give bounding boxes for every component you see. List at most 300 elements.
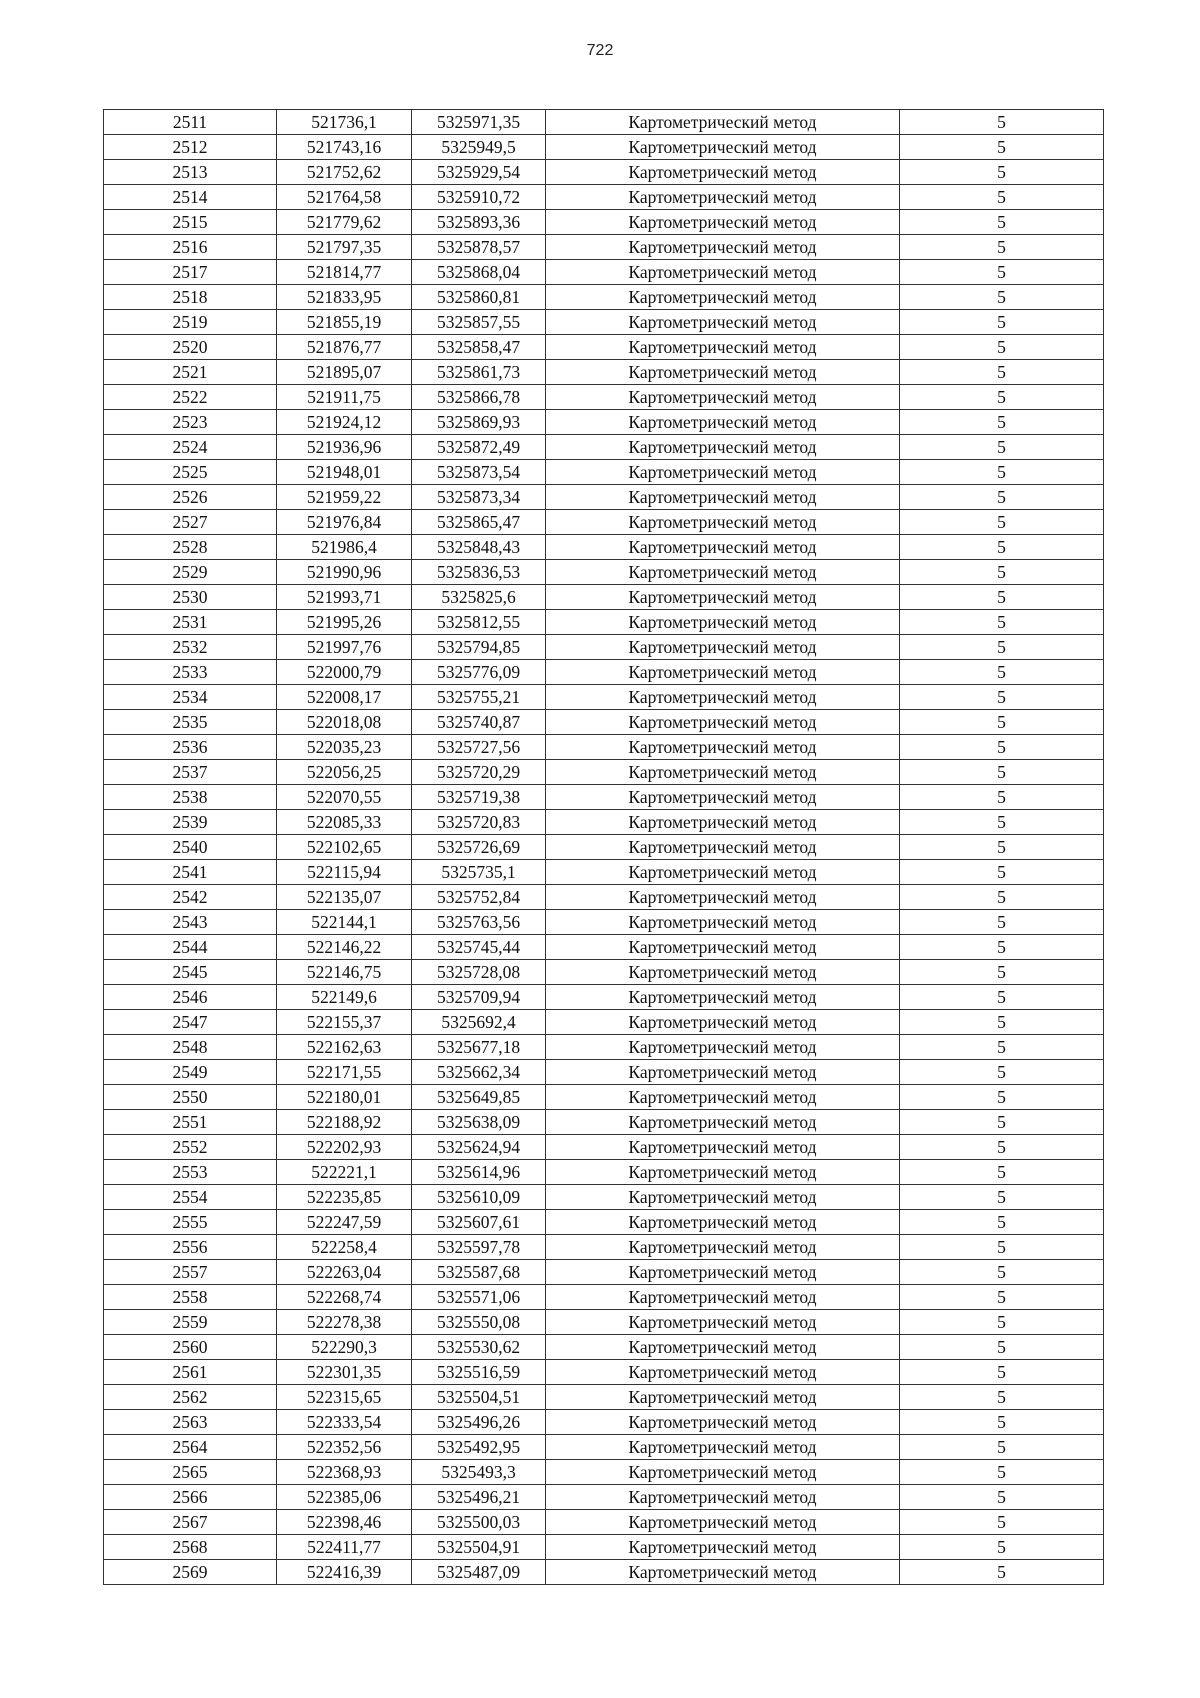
table-row (104, 1135, 1104, 1160)
method-cell: Картометрический метод (546, 135, 900, 160)
table-row (104, 885, 1104, 910)
y-coordinate-cell: 5325910,72 (412, 185, 546, 210)
table-row (104, 435, 1104, 460)
y-coordinate-cell: 5325869,93 (412, 410, 546, 435)
accuracy-cell: 5 (900, 1385, 1104, 1410)
x-coordinate-cell: 521764,58 (277, 185, 412, 210)
accuracy-cell: 5 (900, 1185, 1104, 1210)
point-number-cell: 2564 (104, 1435, 277, 1460)
y-coordinate-cell: 5325866,78 (412, 385, 546, 410)
table-row (104, 1160, 1104, 1185)
table-row (104, 1510, 1104, 1535)
table-row (104, 1460, 1104, 1485)
y-coordinate-cell: 5325745,44 (412, 935, 546, 960)
table-row (104, 685, 1104, 710)
accuracy-cell: 5 (900, 1060, 1104, 1085)
method-cell: Картометрический метод (546, 460, 900, 485)
y-coordinate-cell: 5325763,56 (412, 910, 546, 935)
method-cell: Картометрический метод (546, 1460, 900, 1485)
method-cell: Картометрический метод (546, 735, 900, 760)
point-number-cell: 2537 (104, 760, 277, 785)
x-coordinate-cell: 522000,79 (277, 660, 412, 685)
y-coordinate-cell: 5325740,87 (412, 710, 546, 735)
x-coordinate-cell: 521993,71 (277, 585, 412, 610)
method-cell: Картометрический метод (546, 935, 900, 960)
y-coordinate-cell: 5325929,54 (412, 160, 546, 185)
x-coordinate-cell: 521743,16 (277, 135, 412, 160)
x-coordinate-cell: 522290,3 (277, 1335, 412, 1360)
y-coordinate-cell: 5325492,95 (412, 1435, 546, 1460)
table-row (104, 910, 1104, 935)
accuracy-cell: 5 (900, 210, 1104, 235)
accuracy-cell: 5 (900, 1485, 1104, 1510)
accuracy-cell: 5 (900, 585, 1104, 610)
x-coordinate-cell: 522146,22 (277, 935, 412, 960)
point-number-cell: 2548 (104, 1035, 277, 1060)
method-cell: Картометрический метод (546, 910, 900, 935)
y-coordinate-cell: 5325587,68 (412, 1260, 546, 1285)
x-coordinate-cell: 521976,84 (277, 510, 412, 535)
table-row (104, 1235, 1104, 1260)
y-coordinate-cell: 5325836,53 (412, 560, 546, 585)
x-coordinate-cell: 522149,6 (277, 985, 412, 1010)
point-number-cell: 2550 (104, 1085, 277, 1110)
x-coordinate-cell: 522035,23 (277, 735, 412, 760)
table-row (104, 660, 1104, 685)
accuracy-cell: 5 (900, 385, 1104, 410)
point-number-cell: 2568 (104, 1535, 277, 1560)
y-coordinate-cell: 5325550,08 (412, 1310, 546, 1335)
y-coordinate-cell: 5325794,85 (412, 635, 546, 660)
point-number-cell: 2549 (104, 1060, 277, 1085)
accuracy-cell: 5 (900, 410, 1104, 435)
y-coordinate-cell: 5325865,47 (412, 510, 546, 535)
accuracy-cell: 5 (900, 735, 1104, 760)
x-coordinate-cell: 522188,92 (277, 1110, 412, 1135)
x-coordinate-cell: 522221,1 (277, 1160, 412, 1185)
y-coordinate-cell: 5325868,04 (412, 260, 546, 285)
x-coordinate-cell: 522268,74 (277, 1285, 412, 1310)
x-coordinate-cell: 521895,07 (277, 360, 412, 385)
y-coordinate-cell: 5325719,38 (412, 785, 546, 810)
page-number: 722 (586, 42, 614, 59)
y-coordinate-cell: 5325848,43 (412, 535, 546, 560)
y-coordinate-cell: 5325614,96 (412, 1160, 546, 1185)
y-coordinate-cell: 5325571,06 (412, 1285, 546, 1310)
x-coordinate-cell: 521995,26 (277, 610, 412, 635)
point-number-cell: 2530 (104, 585, 277, 610)
method-cell: Картометрический метод (546, 1260, 900, 1285)
x-coordinate-cell: 521779,62 (277, 210, 412, 235)
method-cell: Картометрический метод (546, 710, 900, 735)
x-coordinate-cell: 522258,4 (277, 1235, 412, 1260)
table-row (104, 385, 1104, 410)
point-number-cell: 2569 (104, 1560, 277, 1585)
accuracy-cell: 5 (900, 860, 1104, 885)
point-number-cell: 2527 (104, 510, 277, 535)
method-cell: Картометрический метод (546, 510, 900, 535)
method-cell: Картометрический метод (546, 1135, 900, 1160)
accuracy-cell: 5 (900, 1435, 1104, 1460)
method-cell: Картометрический метод (546, 1010, 900, 1035)
table-row (104, 1010, 1104, 1035)
method-cell: Картометрический метод (546, 235, 900, 260)
y-coordinate-cell: 5325496,26 (412, 1410, 546, 1435)
accuracy-cell: 5 (900, 185, 1104, 210)
point-number-cell: 2566 (104, 1485, 277, 1510)
y-coordinate-cell: 5325755,21 (412, 685, 546, 710)
y-coordinate-cell: 5325720,83 (412, 810, 546, 835)
table-row (104, 635, 1104, 660)
table-row (104, 410, 1104, 435)
point-number-cell: 2529 (104, 560, 277, 585)
point-number-cell: 2541 (104, 860, 277, 885)
y-coordinate-cell: 5325597,78 (412, 1235, 546, 1260)
x-coordinate-cell: 521986,4 (277, 535, 412, 560)
x-coordinate-cell: 522162,63 (277, 1035, 412, 1060)
coordinates-table-body (104, 110, 1104, 1585)
point-number-cell: 2533 (104, 660, 277, 685)
accuracy-cell: 5 (900, 160, 1104, 185)
method-cell: Картометрический метод (546, 260, 900, 285)
x-coordinate-cell: 522263,04 (277, 1260, 412, 1285)
method-cell: Картометрический метод (546, 1185, 900, 1210)
table-row (104, 1385, 1104, 1410)
method-cell: Картометрический метод (546, 1535, 900, 1560)
table-row (104, 1310, 1104, 1335)
method-cell: Картометрический метод (546, 1235, 900, 1260)
method-cell: Картометрический метод (546, 1435, 900, 1460)
accuracy-cell: 5 (900, 310, 1104, 335)
point-number-cell: 2545 (104, 960, 277, 985)
point-number-cell: 2512 (104, 135, 277, 160)
method-cell: Картометрический метод (546, 1560, 900, 1585)
point-number-cell: 2543 (104, 910, 277, 935)
method-cell: Картометрический метод (546, 860, 900, 885)
point-number-cell: 2546 (104, 985, 277, 1010)
point-number-cell: 2555 (104, 1210, 277, 1235)
y-coordinate-cell: 5325872,49 (412, 435, 546, 460)
accuracy-cell: 5 (900, 760, 1104, 785)
x-coordinate-cell: 521990,96 (277, 560, 412, 585)
table-row (104, 1260, 1104, 1285)
method-cell: Картометрический метод (546, 1360, 900, 1385)
accuracy-cell: 5 (900, 510, 1104, 535)
point-number-cell: 2540 (104, 835, 277, 860)
point-number-cell: 2557 (104, 1260, 277, 1285)
table-row (104, 535, 1104, 560)
accuracy-cell: 5 (900, 710, 1104, 735)
table-row (104, 460, 1104, 485)
x-coordinate-cell: 521997,76 (277, 635, 412, 660)
y-coordinate-cell: 5325735,1 (412, 860, 546, 885)
table-row (104, 560, 1104, 585)
y-coordinate-cell: 5325825,6 (412, 585, 546, 610)
y-coordinate-cell: 5325812,55 (412, 610, 546, 635)
x-coordinate-cell: 522155,37 (277, 1010, 412, 1035)
y-coordinate-cell: 5325607,61 (412, 1210, 546, 1235)
method-cell: Картометрический метод (546, 810, 900, 835)
table-row (104, 610, 1104, 635)
x-coordinate-cell: 521752,62 (277, 160, 412, 185)
y-coordinate-cell: 5325873,34 (412, 485, 546, 510)
x-coordinate-cell: 522416,39 (277, 1560, 412, 1585)
x-coordinate-cell: 521797,35 (277, 235, 412, 260)
x-coordinate-cell: 522352,56 (277, 1435, 412, 1460)
x-coordinate-cell: 522368,93 (277, 1460, 412, 1485)
table-row (104, 1085, 1104, 1110)
point-number-cell: 2522 (104, 385, 277, 410)
point-number-cell: 2558 (104, 1285, 277, 1310)
method-cell: Картометрический метод (546, 535, 900, 560)
accuracy-cell: 5 (900, 435, 1104, 460)
accuracy-cell: 5 (900, 1535, 1104, 1560)
y-coordinate-cell: 5325504,51 (412, 1385, 546, 1410)
accuracy-cell: 5 (900, 910, 1104, 935)
x-coordinate-cell: 522115,94 (277, 860, 412, 885)
table-row (104, 210, 1104, 235)
accuracy-cell: 5 (900, 1560, 1104, 1585)
table-row (104, 185, 1104, 210)
point-number-cell: 2520 (104, 335, 277, 360)
y-coordinate-cell: 5325504,91 (412, 1535, 546, 1560)
method-cell: Картометрический метод (546, 435, 900, 460)
x-coordinate-cell: 521959,22 (277, 485, 412, 510)
table-row (104, 235, 1104, 260)
table-row (104, 860, 1104, 885)
method-cell: Картометрический метод (546, 1335, 900, 1360)
y-coordinate-cell: 5325860,81 (412, 285, 546, 310)
table-row (104, 485, 1104, 510)
accuracy-cell: 5 (900, 885, 1104, 910)
x-coordinate-cell: 522171,55 (277, 1060, 412, 1085)
y-coordinate-cell: 5325873,54 (412, 460, 546, 485)
y-coordinate-cell: 5325728,08 (412, 960, 546, 985)
y-coordinate-cell: 5325500,03 (412, 1510, 546, 1535)
method-cell: Картометрический метод (546, 760, 900, 785)
accuracy-cell: 5 (900, 110, 1104, 135)
y-coordinate-cell: 5325649,85 (412, 1085, 546, 1110)
table-row (104, 135, 1104, 160)
method-cell: Картометрический метод (546, 285, 900, 310)
x-coordinate-cell: 522070,55 (277, 785, 412, 810)
method-cell: Картометрический метод (546, 1210, 900, 1235)
method-cell: Картометрический метод (546, 360, 900, 385)
table-row (104, 985, 1104, 1010)
method-cell: Картометрический метод (546, 1510, 900, 1535)
accuracy-cell: 5 (900, 1235, 1104, 1260)
y-coordinate-cell: 5325692,4 (412, 1010, 546, 1035)
x-coordinate-cell: 522144,1 (277, 910, 412, 935)
method-cell: Картометрический метод (546, 210, 900, 235)
accuracy-cell: 5 (900, 1210, 1104, 1235)
point-number-cell: 2553 (104, 1160, 277, 1185)
x-coordinate-cell: 522135,07 (277, 885, 412, 910)
table-row (104, 1285, 1104, 1310)
point-number-cell: 2562 (104, 1385, 277, 1410)
table-row (104, 510, 1104, 535)
point-number-cell: 2519 (104, 310, 277, 335)
point-number-cell: 2542 (104, 885, 277, 910)
y-coordinate-cell: 5325709,94 (412, 985, 546, 1010)
accuracy-cell: 5 (900, 1510, 1104, 1535)
y-coordinate-cell: 5325677,18 (412, 1035, 546, 1060)
x-coordinate-cell: 522085,33 (277, 810, 412, 835)
point-number-cell: 2534 (104, 685, 277, 710)
accuracy-cell: 5 (900, 460, 1104, 485)
x-coordinate-cell: 521833,95 (277, 285, 412, 310)
y-coordinate-cell: 5325638,09 (412, 1110, 546, 1135)
x-coordinate-cell: 521855,19 (277, 310, 412, 335)
point-number-cell: 2525 (104, 460, 277, 485)
accuracy-cell: 5 (900, 1085, 1104, 1110)
accuracy-cell: 5 (900, 1285, 1104, 1310)
table-row (104, 1210, 1104, 1235)
y-coordinate-cell: 5325516,59 (412, 1360, 546, 1385)
point-number-cell: 2535 (104, 710, 277, 735)
accuracy-cell: 5 (900, 635, 1104, 660)
table-row (104, 760, 1104, 785)
accuracy-cell: 5 (900, 810, 1104, 835)
coordinates-table (103, 109, 1104, 1585)
method-cell: Картометрический метод (546, 1385, 900, 1410)
accuracy-cell: 5 (900, 685, 1104, 710)
method-cell: Картометрический метод (546, 1110, 900, 1135)
point-number-cell: 2526 (104, 485, 277, 510)
point-number-cell: 2528 (104, 535, 277, 560)
method-cell: Картометрический метод (546, 485, 900, 510)
point-number-cell: 2511 (104, 110, 277, 135)
table-row (104, 335, 1104, 360)
table-row (104, 285, 1104, 310)
x-coordinate-cell: 521814,77 (277, 260, 412, 285)
accuracy-cell: 5 (900, 1335, 1104, 1360)
point-number-cell: 2556 (104, 1235, 277, 1260)
point-number-cell: 2521 (104, 360, 277, 385)
method-cell: Картометрический метод (546, 985, 900, 1010)
y-coordinate-cell: 5325610,09 (412, 1185, 546, 1210)
table-row (104, 160, 1104, 185)
accuracy-cell: 5 (900, 660, 1104, 685)
method-cell: Картометрический метод (546, 1410, 900, 1435)
point-number-cell: 2514 (104, 185, 277, 210)
method-cell: Картометрический метод (546, 110, 900, 135)
point-number-cell: 2513 (104, 160, 277, 185)
method-cell: Картометрический метод (546, 335, 900, 360)
x-coordinate-cell: 522411,77 (277, 1535, 412, 1560)
method-cell: Картометрический метод (546, 610, 900, 635)
point-number-cell: 2559 (104, 1310, 277, 1335)
y-coordinate-cell: 5325530,62 (412, 1335, 546, 1360)
accuracy-cell: 5 (900, 1135, 1104, 1160)
y-coordinate-cell: 5325861,73 (412, 360, 546, 385)
x-coordinate-cell: 522146,75 (277, 960, 412, 985)
table-row (104, 110, 1104, 135)
method-cell: Картометрический метод (546, 560, 900, 585)
x-coordinate-cell: 522180,01 (277, 1085, 412, 1110)
x-coordinate-cell: 521736,1 (277, 110, 412, 135)
accuracy-cell: 5 (900, 485, 1104, 510)
x-coordinate-cell: 522102,65 (277, 835, 412, 860)
accuracy-cell: 5 (900, 985, 1104, 1010)
accuracy-cell: 5 (900, 1360, 1104, 1385)
point-number-cell: 2518 (104, 285, 277, 310)
method-cell: Картометрический метод (546, 1035, 900, 1060)
accuracy-cell: 5 (900, 1160, 1104, 1185)
accuracy-cell: 5 (900, 335, 1104, 360)
x-coordinate-cell: 521911,75 (277, 385, 412, 410)
point-number-cell: 2539 (104, 810, 277, 835)
point-number-cell: 2565 (104, 1460, 277, 1485)
point-number-cell: 2544 (104, 935, 277, 960)
table-row (104, 310, 1104, 335)
method-cell: Картометрический метод (546, 635, 900, 660)
point-number-cell: 2567 (104, 1510, 277, 1535)
x-coordinate-cell: 521876,77 (277, 335, 412, 360)
method-cell: Картометрический метод (546, 1085, 900, 1110)
table-row (104, 1485, 1104, 1510)
method-cell: Картометрический метод (546, 1285, 900, 1310)
x-coordinate-cell: 522235,85 (277, 1185, 412, 1210)
table-row (104, 785, 1104, 810)
y-coordinate-cell: 5325858,47 (412, 335, 546, 360)
x-coordinate-cell: 522278,38 (277, 1310, 412, 1335)
point-number-cell: 2547 (104, 1010, 277, 1035)
table-row (104, 1435, 1104, 1460)
x-coordinate-cell: 522056,25 (277, 760, 412, 785)
accuracy-cell: 5 (900, 1410, 1104, 1435)
accuracy-cell: 5 (900, 1260, 1104, 1285)
table-row (104, 735, 1104, 760)
method-cell: Картометрический метод (546, 160, 900, 185)
y-coordinate-cell: 5325726,69 (412, 835, 546, 860)
x-coordinate-cell: 522008,17 (277, 685, 412, 710)
accuracy-cell: 5 (900, 1035, 1104, 1060)
y-coordinate-cell: 5325878,57 (412, 235, 546, 260)
point-number-cell: 2554 (104, 1185, 277, 1210)
point-number-cell: 2524 (104, 435, 277, 460)
accuracy-cell: 5 (900, 135, 1104, 160)
table-row (104, 585, 1104, 610)
accuracy-cell: 5 (900, 610, 1104, 635)
table-row (104, 1335, 1104, 1360)
table-row (104, 960, 1104, 985)
table-row (104, 1060, 1104, 1085)
point-number-cell: 2517 (104, 260, 277, 285)
y-coordinate-cell: 5325949,5 (412, 135, 546, 160)
accuracy-cell: 5 (900, 960, 1104, 985)
accuracy-cell: 5 (900, 360, 1104, 385)
accuracy-cell: 5 (900, 560, 1104, 585)
y-coordinate-cell: 5325971,35 (412, 110, 546, 135)
accuracy-cell: 5 (900, 1110, 1104, 1135)
method-cell: Картометрический метод (546, 835, 900, 860)
accuracy-cell: 5 (900, 1310, 1104, 1335)
y-coordinate-cell: 5325893,36 (412, 210, 546, 235)
method-cell: Картометрический метод (546, 660, 900, 685)
x-coordinate-cell: 522202,93 (277, 1135, 412, 1160)
point-number-cell: 2561 (104, 1360, 277, 1385)
table-row (104, 1185, 1104, 1210)
accuracy-cell: 5 (900, 1010, 1104, 1035)
point-number-cell: 2536 (104, 735, 277, 760)
method-cell: Картометрический метод (546, 1060, 900, 1085)
table-row (104, 810, 1104, 835)
y-coordinate-cell: 5325496,21 (412, 1485, 546, 1510)
method-cell: Картометрический метод (546, 1485, 900, 1510)
table-row (104, 835, 1104, 860)
point-number-cell: 2516 (104, 235, 277, 260)
